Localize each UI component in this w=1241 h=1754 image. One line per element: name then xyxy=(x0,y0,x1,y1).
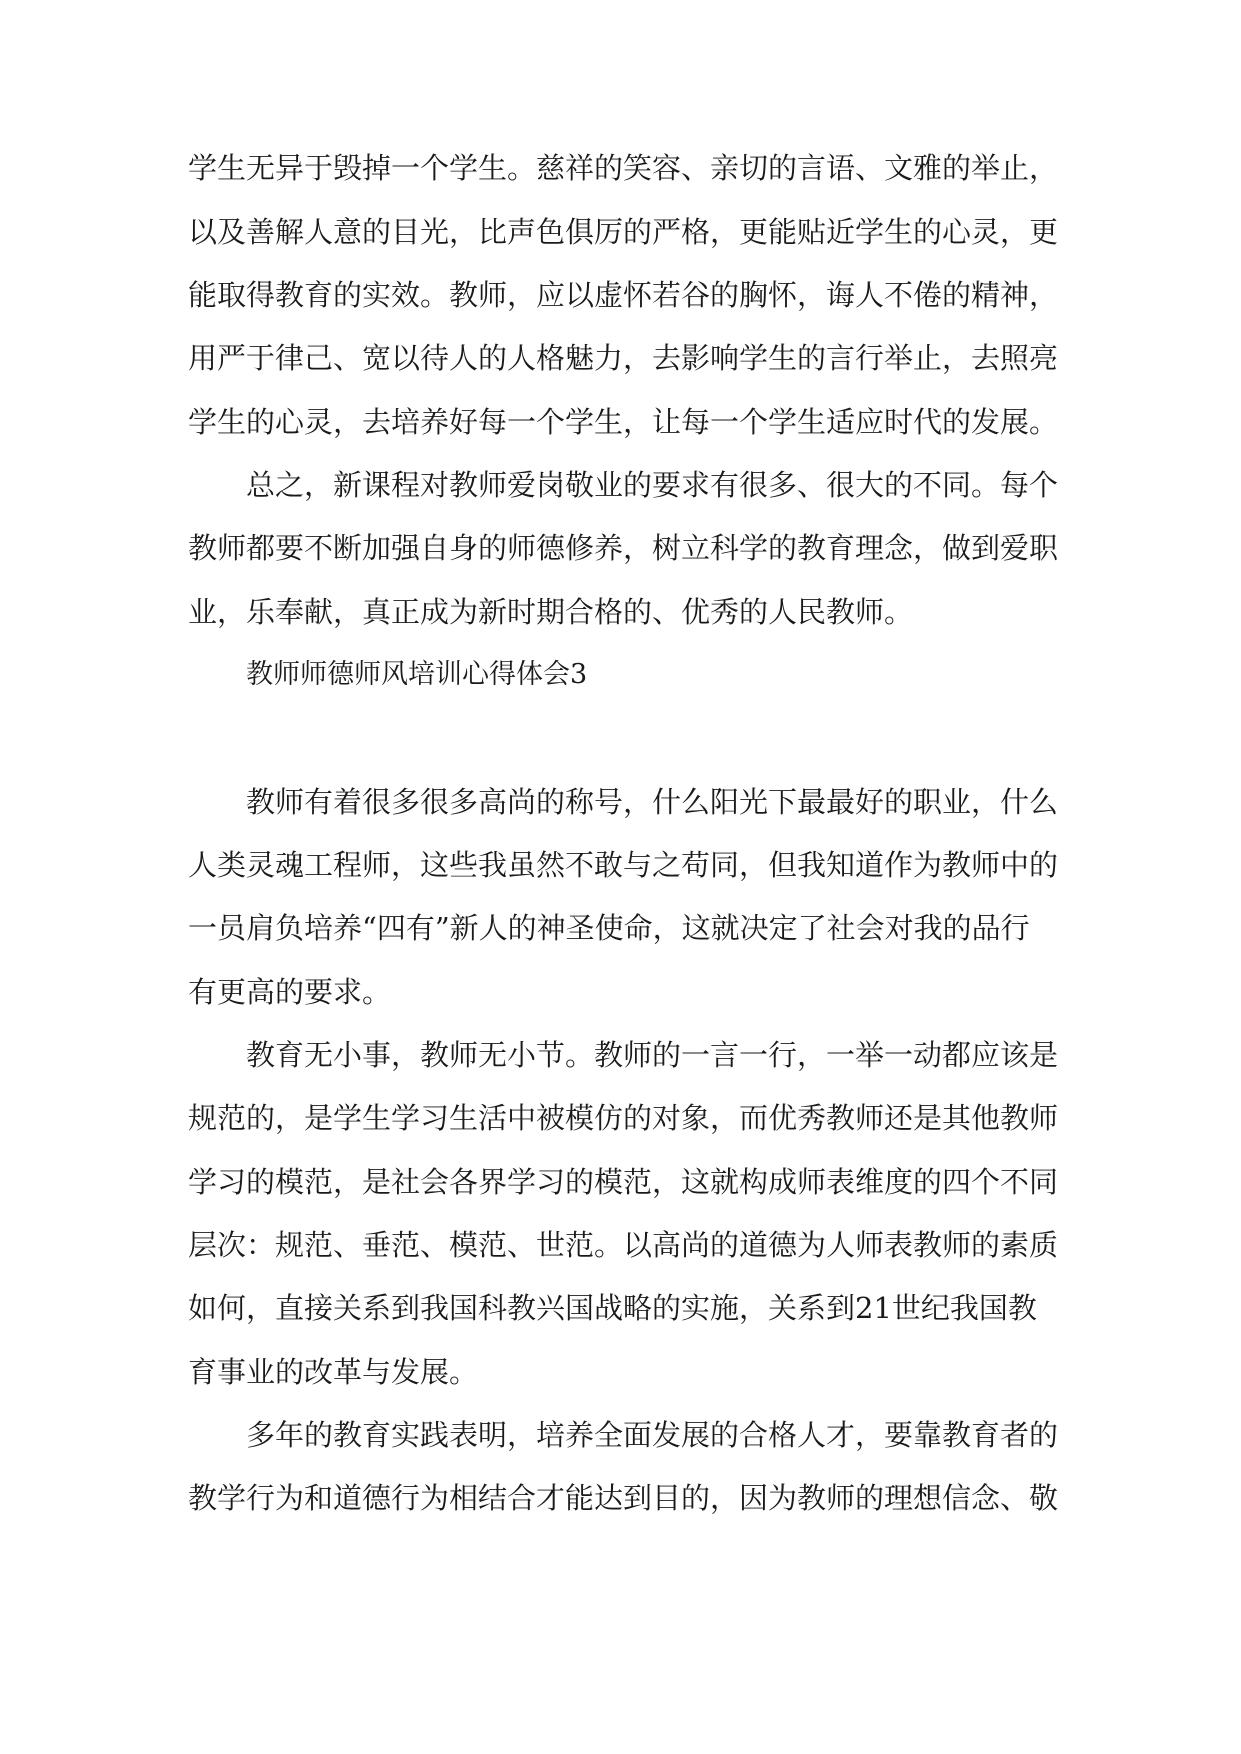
paragraph-line: 如何，直接关系到我国科教兴国战略的实施，关系到21世纪我国教 xyxy=(188,1291,1037,1325)
section-heading: 教师师德师风培训心得体会3 xyxy=(246,659,588,690)
paragraph-line: 学生的心灵，去培养好每一个学生，让每一个学生适应时代的发展。 xyxy=(188,405,1059,439)
paragraph-line: 教师都要不断加强自身的师德修养，树立科学的教育理念，做到爱职 xyxy=(188,531,1059,565)
paragraph-line: 多年的教育实践表明，培养全面发展的合格人才，要靠教育者的 xyxy=(246,1418,1059,1452)
paragraph-line: 一员肩负培养“四有”新人的神圣使命，这就决定了社会对我的品行 xyxy=(188,911,1030,945)
paragraph-line: 教师有着很多很多高尚的称号，什么阳光下最最好的职业，什么 xyxy=(246,785,1059,819)
paragraph-line: 学生无异于毁掉一个学生。慈祥的笑容、亲切的言语、文雅的举止， xyxy=(188,151,1059,185)
paragraph-line: 教学行为和道德行为相结合才能达到目的，因为教师的理想信念、敬 xyxy=(188,1481,1059,1515)
paragraph-line: 有更高的要求。 xyxy=(188,975,392,1009)
paragraph-line: 学习的模范，是社会各界学习的模范，这就构成师表维度的四个不同 xyxy=(188,1165,1059,1199)
paragraph-line: 用严于律己、宽以待人的人格魅力，去影响学生的言行举止，去照亮 xyxy=(188,341,1059,375)
paragraph-line: 育事业的改革与发展。 xyxy=(188,1355,479,1389)
paragraph-line: 教育无小事，教师无小节。教师的一言一行，一举一动都应该是 xyxy=(246,1038,1059,1072)
paragraph-line: 业，乐奉献，真正成为新时期合格的、优秀的人民教师。 xyxy=(188,595,914,629)
paragraph-line: 人类灵魂工程师，这些我虽然不敢与之苟同，但我知道作为教师中的 xyxy=(188,848,1059,882)
paragraph-line: 以及善解人意的目光，比声色俱厉的严格，更能贴近学生的心灵，更 xyxy=(188,215,1059,249)
paragraph-line: 规范的，是学生学习生活中被模仿的对象，而优秀教师还是其他教师 xyxy=(188,1101,1059,1135)
paragraph-line: 能取得教育的实效。教师，应以虚怀若谷的胸怀，诲人不倦的精神， xyxy=(188,278,1059,312)
paragraph-line: 总之，新课程对教师爱岗敬业的要求有很多、很大的不同。每个 xyxy=(246,468,1059,502)
paragraph-line: 层次：规范、垂范、模范、世范。以高尚的道德为人师表教师的素质 xyxy=(188,1228,1059,1262)
